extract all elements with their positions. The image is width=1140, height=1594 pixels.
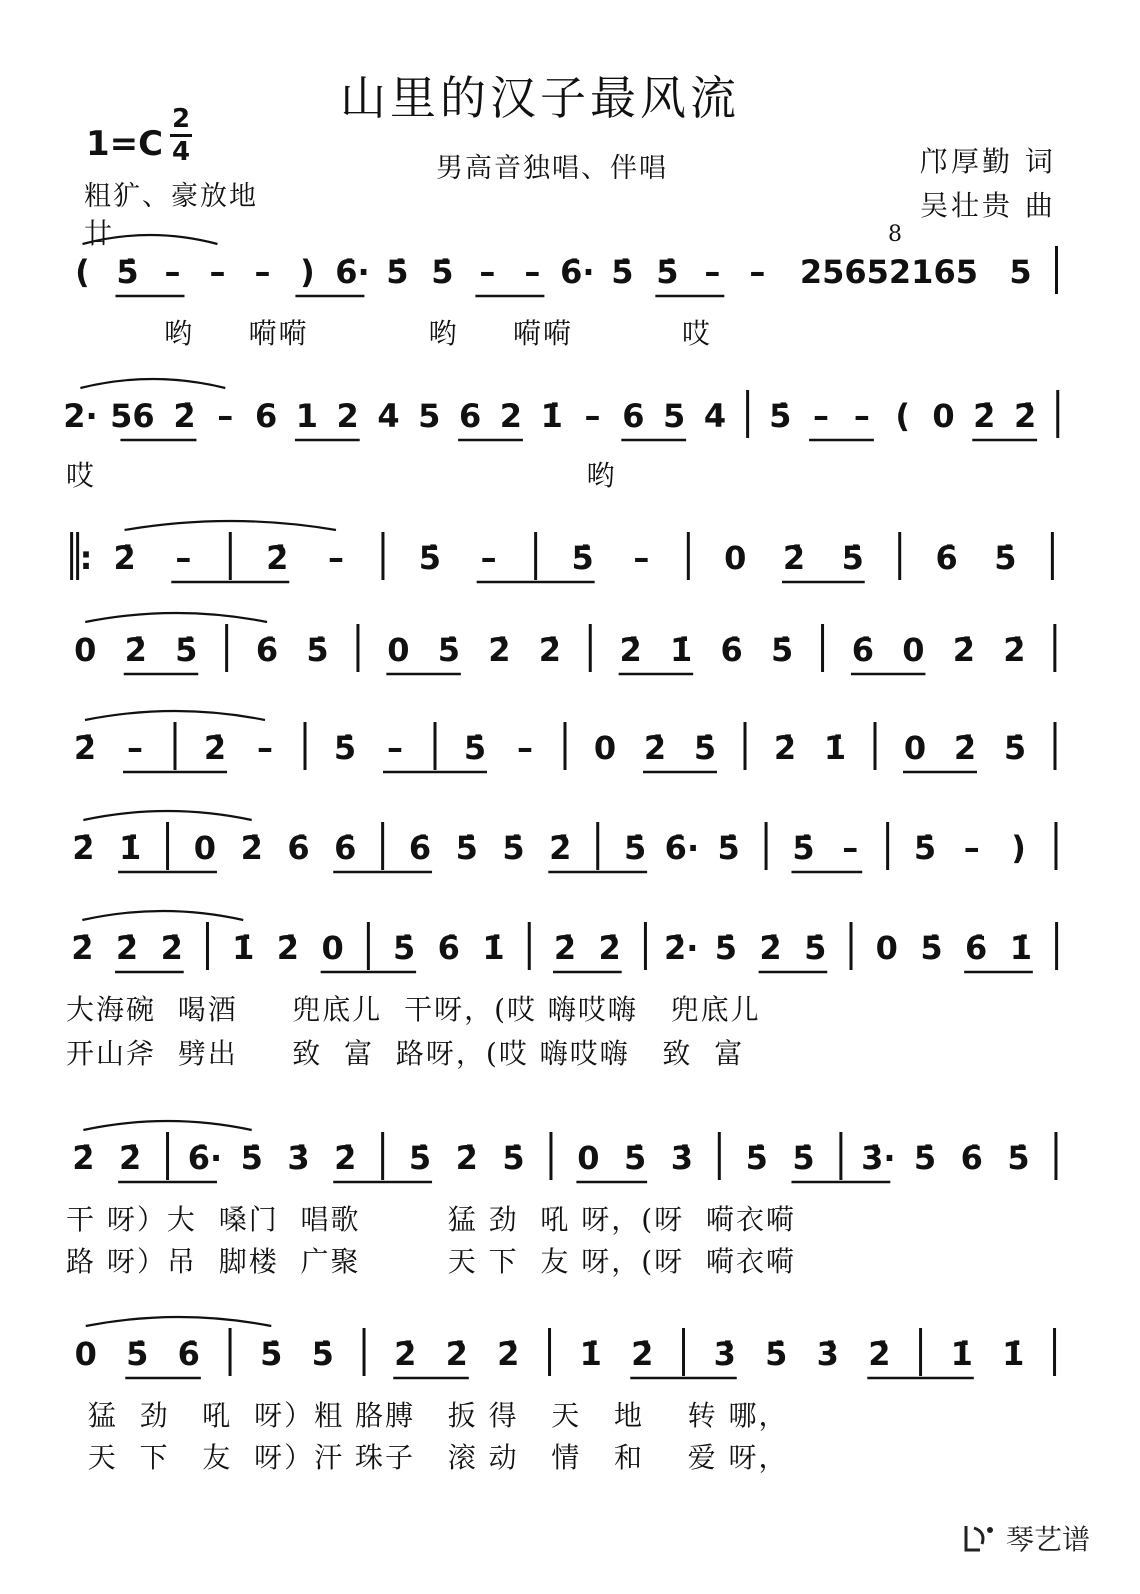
- note: 5̇: [769, 397, 792, 435]
- note: 6̇: [408, 829, 432, 867]
- tuplet-mark: 8: [888, 222, 902, 247]
- note: 5̇: [240, 1139, 263, 1177]
- note: 5̇: [771, 631, 794, 669]
- watermark-text: 琴艺谱: [1006, 1523, 1091, 1556]
- lyricist-credit: 邝厚勤 词: [920, 145, 1056, 178]
- note: 56: [110, 397, 155, 435]
- note: 5̇: [804, 929, 827, 967]
- score-row: [60, 928, 1070, 984]
- note: 5̇: [611, 253, 634, 291]
- note: 6̇·: [187, 1139, 223, 1177]
- note: 0: [932, 397, 955, 435]
- note: 5̇: [745, 1139, 768, 1177]
- note: 2̇·: [663, 929, 699, 967]
- lyric-line: 大海碗 喝酒 兜底儿 干呀，(哎 嗨哎嗨 兜底儿: [66, 993, 761, 1026]
- note: 6̇: [851, 631, 875, 669]
- composer-credit: 吴壮贵 曲: [920, 189, 1056, 222]
- lyric-line: 猛 劲 吼 呀）粗 胳膊 扳 得 天 地 转 哪，: [66, 1399, 789, 1432]
- note: 4: [377, 397, 400, 435]
- slur-arc: [80, 379, 225, 388]
- note: 1̇: [670, 631, 693, 669]
- note: 1̇: [482, 929, 505, 967]
- note: –: [480, 539, 497, 577]
- note: 2̇: [266, 539, 289, 577]
- note: 2̇: [643, 729, 667, 767]
- note: 1̇: [118, 829, 142, 867]
- note: 2·: [63, 397, 98, 435]
- note: 5̇: [656, 253, 679, 291]
- note: 6̇·: [335, 253, 370, 291]
- note: 5̇: [463, 729, 487, 767]
- note: 1̇: [232, 929, 255, 967]
- note: 5̇: [260, 1335, 283, 1373]
- note: 5̇: [792, 1139, 815, 1177]
- note: –: [749, 253, 766, 291]
- note: 5̇: [765, 1335, 788, 1373]
- note: 2̇: [160, 929, 183, 967]
- note: 2̇: [953, 729, 977, 767]
- note: 6̇: [287, 829, 310, 867]
- note: 6̇: [437, 929, 460, 967]
- note: –: [327, 539, 344, 577]
- qinyipu-logo-icon: [960, 1518, 1000, 1558]
- note: 6: [622, 397, 645, 435]
- score-row: [60, 396, 1070, 452]
- note: 0: [875, 929, 898, 967]
- note: 6: [254, 397, 278, 435]
- slur-arc: [85, 613, 267, 622]
- lyric-line: 干 呀）大 嗓门 唱歌 猛 劲 吼 呀，(呀 嗬衣嗬: [66, 1203, 797, 1236]
- note: –: [257, 729, 273, 767]
- repeat-dots: :: [79, 539, 93, 577]
- lyric-line: 哎 哟: [66, 459, 617, 492]
- note: 0: [724, 539, 747, 577]
- note: 0: [902, 631, 925, 669]
- note: –: [175, 539, 192, 577]
- note: 5̇: [623, 829, 647, 867]
- note: 2̇: [497, 1335, 520, 1373]
- note: 2̇: [71, 929, 94, 967]
- note: 5̇: [386, 253, 409, 291]
- note: 0: [74, 1335, 97, 1373]
- note: –: [254, 253, 271, 291]
- note: 2̇: [118, 1139, 142, 1177]
- meter-top: 2: [171, 104, 191, 134]
- lyric-line: 开山斧 劈出 致 富 路呀，(哎 嗨哎嗨 致 富: [66, 1037, 745, 1070]
- note: 0: [74, 631, 97, 669]
- note: 25652165: [799, 253, 978, 291]
- note: 2: [336, 397, 359, 435]
- note: 5: [1009, 253, 1032, 291]
- note: 5̇: [431, 253, 454, 291]
- note: 2̇: [598, 929, 621, 967]
- note: 6̇: [334, 829, 357, 867]
- note: 2̇: [455, 1139, 478, 1177]
- performance-type: 男高音独唱、伴唱: [436, 153, 668, 184]
- note: –: [164, 253, 181, 291]
- note: 5̇: [306, 631, 329, 669]
- note: 5̇: [437, 631, 460, 669]
- note: 6̇·: [664, 829, 700, 867]
- note: 0: [387, 631, 410, 669]
- note: 5̇: [1003, 729, 1027, 767]
- note: 5̇: [693, 729, 717, 767]
- slur-arc: [125, 521, 336, 530]
- slur-arc: [82, 911, 243, 920]
- note: 2̇: [1013, 397, 1037, 435]
- note: ): [300, 253, 315, 291]
- note: 5̇: [502, 829, 525, 867]
- note: 4: [703, 397, 727, 435]
- note: 1̇: [540, 397, 563, 435]
- note: 5̇: [623, 1139, 647, 1177]
- note: 2̇: [124, 631, 147, 669]
- note: 6̇: [720, 631, 743, 669]
- key-signature: 1=C: [86, 124, 164, 164]
- note: 2̇: [72, 829, 95, 867]
- note: 6̇: [965, 929, 988, 967]
- note: 5̇: [920, 929, 943, 967]
- note: 2̇: [334, 1139, 357, 1177]
- lyric-line: 天 下 友 呀）汗 珠子 滚 动 情 和 爱 呀，: [66, 1441, 789, 1474]
- note: 0: [903, 729, 927, 767]
- note: –: [217, 397, 234, 435]
- note: 5: [418, 397, 441, 435]
- note: 5̇: [792, 829, 815, 867]
- note: 2̇: [1003, 631, 1026, 669]
- prelude-mark: 廿: [84, 217, 113, 250]
- score-row: [60, 728, 1070, 784]
- note: –: [479, 253, 496, 291]
- note: (: [895, 397, 910, 435]
- note: 5̇: [571, 539, 594, 577]
- slur-arc: [85, 711, 265, 720]
- score-row: [60, 538, 1070, 594]
- note: 2̇: [538, 631, 561, 669]
- note: 2̇: [445, 1335, 468, 1373]
- note: 6̇: [935, 539, 958, 577]
- note: 5̇: [913, 829, 937, 867]
- note: 5̇: [717, 829, 740, 867]
- note: 6̇: [960, 1139, 983, 1177]
- note: –: [209, 253, 226, 291]
- note: 3̇: [816, 1335, 839, 1373]
- note: 1: [295, 397, 319, 435]
- note: 1̇: [1002, 1335, 1025, 1373]
- note: 5̇: [418, 539, 442, 577]
- note: –: [127, 729, 143, 767]
- note: 5̇: [841, 539, 864, 577]
- song-title: 山里的汉子最风流: [340, 71, 740, 125]
- note: 2̇: [773, 729, 797, 767]
- lyric-line: 哟 嗬嗬 哟 嗬嗬 哎: [66, 317, 713, 350]
- note: 2̇: [173, 397, 196, 435]
- note: –: [633, 539, 650, 577]
- note: 5̇: [175, 631, 198, 669]
- note: 3̇: [287, 1139, 310, 1177]
- note: 0: [577, 1139, 600, 1177]
- note: 5: [663, 397, 686, 435]
- slur-arc: [83, 811, 251, 820]
- note: 5̇: [455, 829, 478, 867]
- score-row: [60, 828, 1070, 884]
- note: 2̇: [488, 631, 511, 669]
- slur-arc: [86, 1317, 272, 1326]
- score-row: [60, 1334, 1070, 1390]
- note: 2̇: [73, 729, 97, 767]
- note: 2̇: [759, 929, 782, 967]
- note: 3̇: [670, 1139, 694, 1177]
- note: 1̇: [823, 729, 847, 767]
- note: ): [1011, 829, 1026, 867]
- note: 2̇: [973, 397, 996, 435]
- note: 2̇: [631, 1335, 654, 1373]
- note: –: [524, 253, 541, 291]
- note: 6: [458, 397, 482, 435]
- note: 2̇: [276, 929, 300, 967]
- note: 5̇: [116, 253, 139, 291]
- note: 2̇: [113, 539, 136, 577]
- note: 0: [193, 829, 217, 867]
- note: 2̇: [394, 1335, 417, 1373]
- note: 1̇: [1009, 929, 1032, 967]
- note: 3̇: [713, 1335, 736, 1373]
- lyric-line: 路 呀）吊 脚楼 广聚 天 下 友 呀，(呀 嗬衣嗬: [66, 1245, 797, 1278]
- note: 5̇: [333, 729, 357, 767]
- note: 2̇: [72, 1139, 95, 1177]
- note: 1̇: [950, 1335, 973, 1373]
- note: 5̇: [311, 1335, 334, 1373]
- note: –: [517, 729, 533, 767]
- note: 5̇: [408, 1139, 432, 1177]
- note: 2̇: [240, 829, 263, 867]
- note: 6̇·: [560, 253, 595, 291]
- note: 5̇: [994, 539, 1017, 577]
- slur-arc: [83, 1121, 251, 1130]
- tempo-marking: 粗犷、豪放地: [84, 181, 258, 212]
- note: 5̇: [714, 929, 737, 967]
- note: 0: [321, 929, 344, 967]
- note: 2̇: [203, 729, 227, 767]
- note: 2̇: [619, 631, 642, 669]
- note: 6̇: [177, 1335, 200, 1373]
- note: –: [813, 397, 830, 435]
- note: 2̇: [115, 929, 139, 967]
- time-signature: [170, 104, 192, 167]
- note: 5̇: [502, 1139, 525, 1177]
- note: 2̇: [868, 1335, 891, 1373]
- note: (: [75, 253, 90, 291]
- note: 3̇·: [861, 1139, 896, 1177]
- note: 1̇: [579, 1335, 602, 1373]
- note: 5̇: [392, 929, 416, 967]
- note: 2̇: [553, 929, 577, 967]
- score-row: [60, 1138, 1070, 1194]
- meter-bottom: 4: [171, 137, 191, 167]
- note: 2̇: [782, 539, 806, 577]
- score-row: [60, 630, 1070, 686]
- note: 0: [593, 729, 617, 767]
- note: 5̇: [913, 1139, 937, 1177]
- note: 6̇: [255, 631, 279, 669]
- note: 5̇: [126, 1335, 149, 1373]
- note: 5̇: [1007, 1139, 1030, 1177]
- note: 2̇: [549, 829, 572, 867]
- watermark: [960, 1518, 1090, 1558]
- note: 2̇: [952, 631, 976, 669]
- note: –: [853, 397, 870, 435]
- note: –: [704, 253, 721, 291]
- note: –: [387, 729, 403, 767]
- note: 2: [499, 397, 523, 435]
- score-row: [60, 252, 1070, 308]
- note: –: [963, 829, 980, 867]
- note: –: [842, 829, 859, 867]
- note: –: [584, 397, 601, 435]
